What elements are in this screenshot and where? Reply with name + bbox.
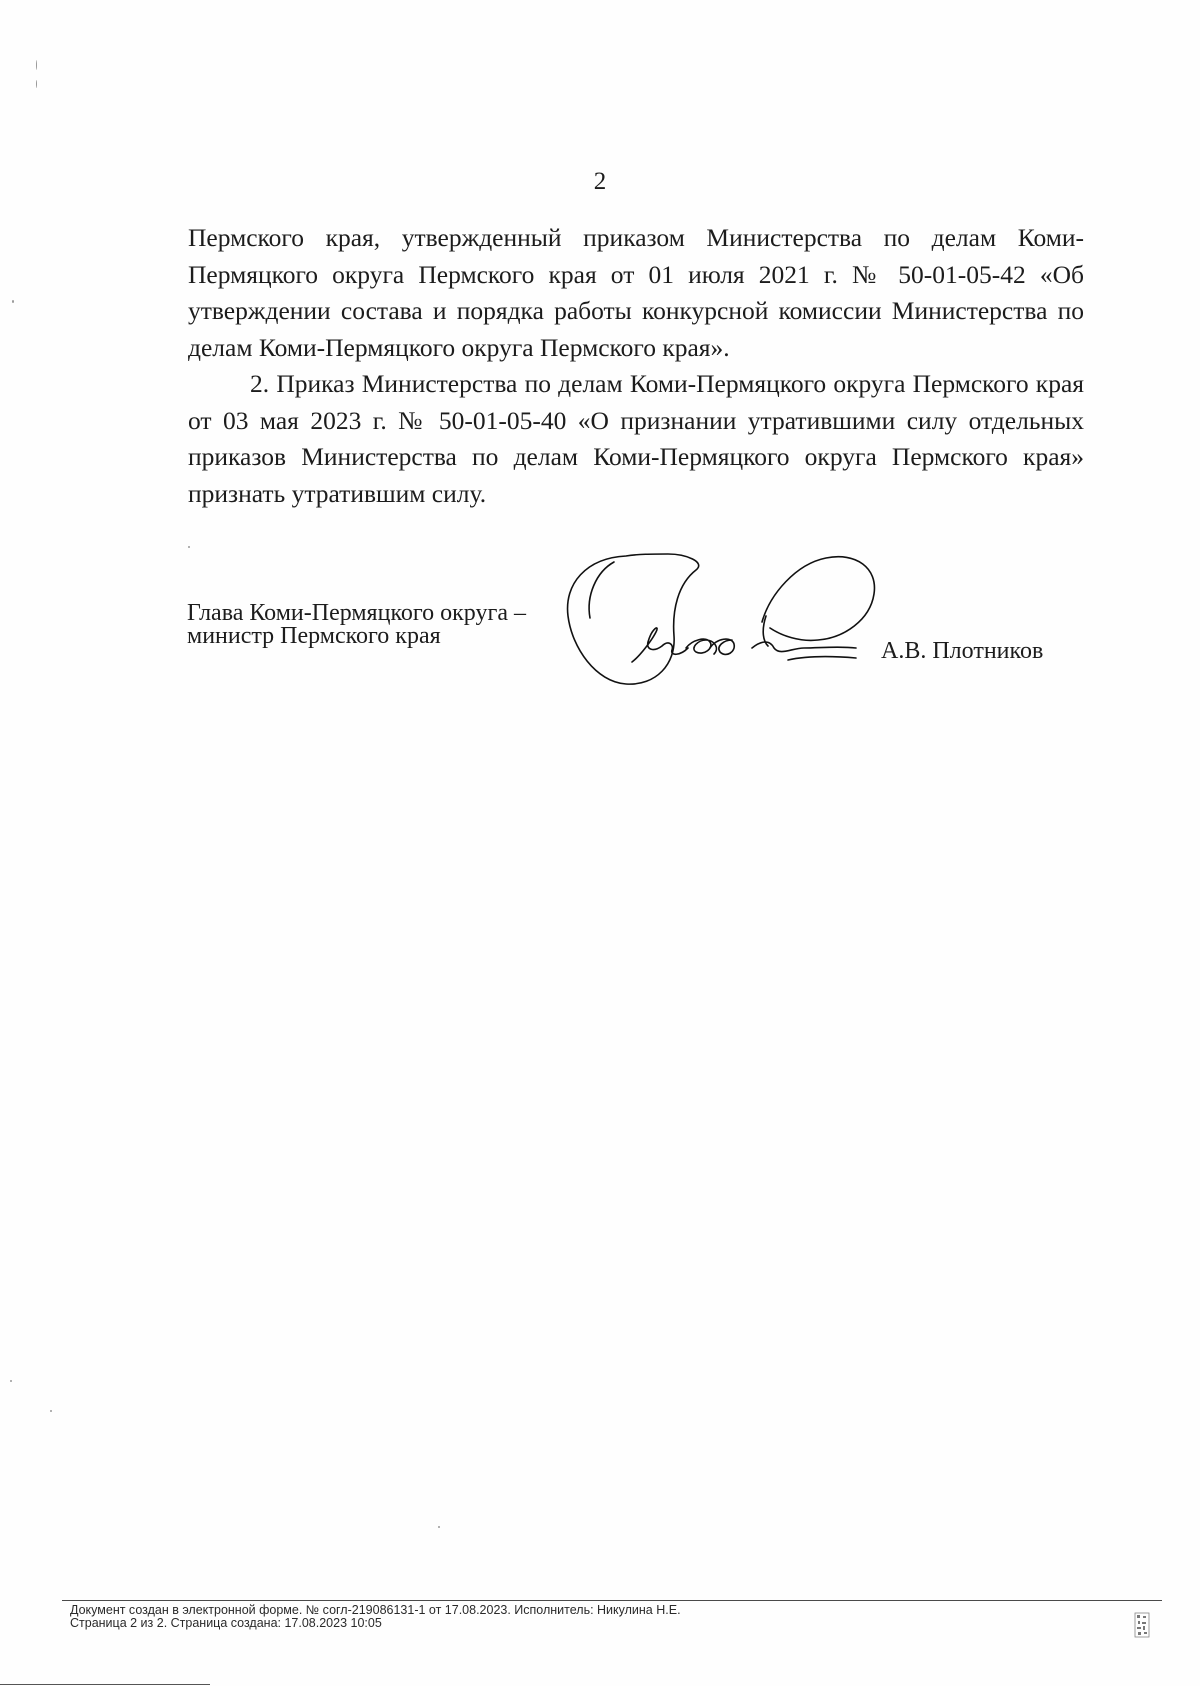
footer-line-1: Документ создан в электронной форме. № согл-219086131-1 от 17.08.2023. Исполнитель: Никулина Н.Е.	[70, 1603, 681, 1617]
scan-speck	[36, 80, 37, 88]
signer-position-line-1: Глава Коми-Пермяцкого округа –	[187, 600, 526, 626]
handwritten-signature	[556, 544, 926, 694]
scan-speck	[10, 1380, 12, 1382]
document-footer	[70, 1604, 681, 1630]
scan-speck	[188, 546, 190, 548]
barcode-icon	[1134, 1612, 1150, 1638]
paragraph-continuation: Пермского края, утвержденный приказом Министерства по делам Коми-Пермяцкого округа Пермского края от 01 июля 2021 г. № 50-01-05-42 «Об утверждении состава и порядка работы конкурсной комиссии Министерства по делам Коми-Пермяцкого округа Пермского края».	[188, 223, 1084, 362]
scan-speck	[438, 1526, 440, 1528]
signer-position	[187, 602, 526, 648]
scan-speck	[12, 300, 14, 303]
footer-line-2: Страница 2 из 2. Страница создана: 17.08.2023 10:05	[70, 1616, 382, 1630]
signer-name: А.В. Плотников	[881, 638, 1044, 664]
scan-speck	[50, 1410, 52, 1412]
document-body	[188, 220, 1084, 512]
scan-edge-line	[0, 1684, 210, 1685]
footer-divider	[62, 1600, 1162, 1601]
signer-position-line-2: министр Пермского края	[187, 623, 441, 649]
scan-speck	[36, 60, 37, 70]
paragraph-item-2: 2. Приказ Министерства по делам Коми-Пермяцкого округа Пермского края от 03 мая 2023 г. № 50-01-05-40 «О признании утратившими силу отдельных приказов Министерства по делам Коми-Пермяцкого округа Пермского края» признать утратившим силу.	[188, 369, 1084, 508]
page-number: 2	[593, 168, 607, 195]
